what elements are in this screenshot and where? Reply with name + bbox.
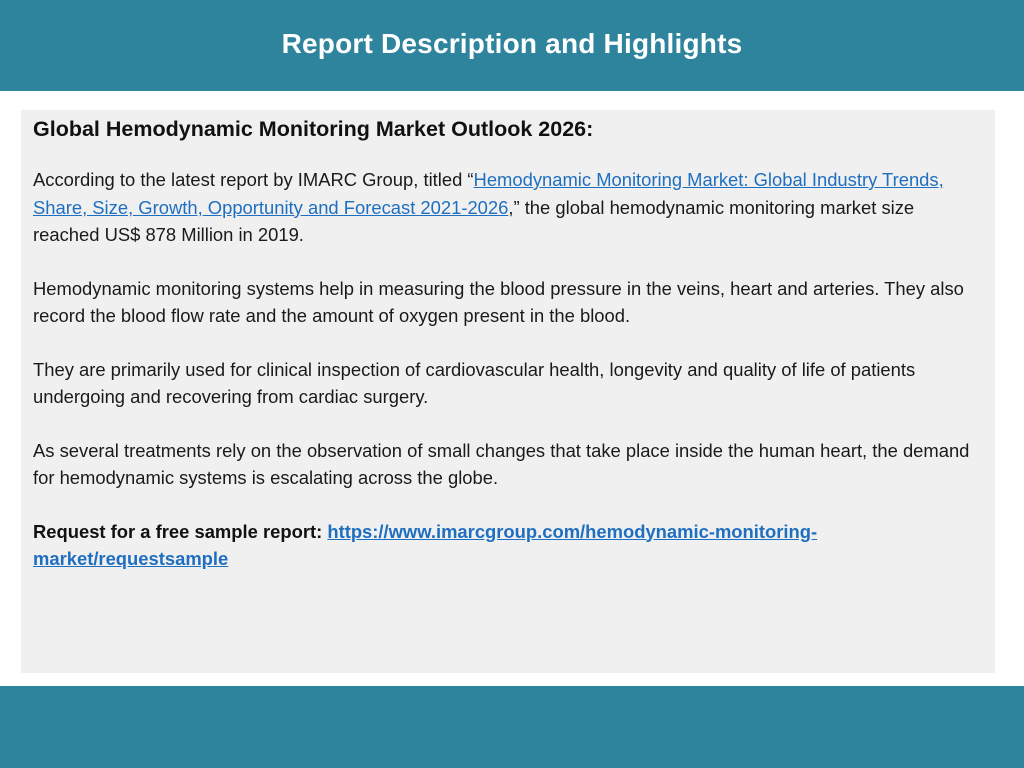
footer-bar [0,686,1024,768]
intro-text-before: According to the latest report by IMARC Group, titled “ [33,169,474,190]
report-title-link[interactable]: Hemodynamic Monitoring Market: Global Industry Trends, Share, Size, Growth, Opportunity and Forecast 2021-2026 [33,169,944,218]
header-bar [0,0,1024,91]
intro-paragraph [33,166,983,249]
content-panel [21,110,995,673]
page-title: Report Description and Highlights [281,27,743,59]
intro-text-after: ,” the global hemodynamic monitoring market size reached US$ 878 Million in 2019. [33,196,915,245]
description-paragraph: Hemodynamic monitoring systems help in measuring the blood pressure in the veins, heart and arteries. They also record the blood flow rate and the amount of oxygen present in the blood. [33,277,964,326]
sample-request-label: Request for a free sample report: [33,520,328,542]
sample-request-link[interactable]: https://www.imarcgroup.com/hemodynamic-monitoring-market/requestsample [33,520,818,569]
sample-request [33,518,983,573]
section-heading: Global Hemodynamic Monitoring Market Outlook 2026: [33,117,594,141]
usage-paragraph: They are primarily used for clinical inspection of cardiovascular health, longevity and quality of life of patients undergoing and recovering from cardiac surgery. [33,358,916,407]
demand-paragraph: As several treatments rely on the observation of small changes that take place inside the human heart, the demand for hemodynamic systems is escalating across the globe. [33,439,970,488]
